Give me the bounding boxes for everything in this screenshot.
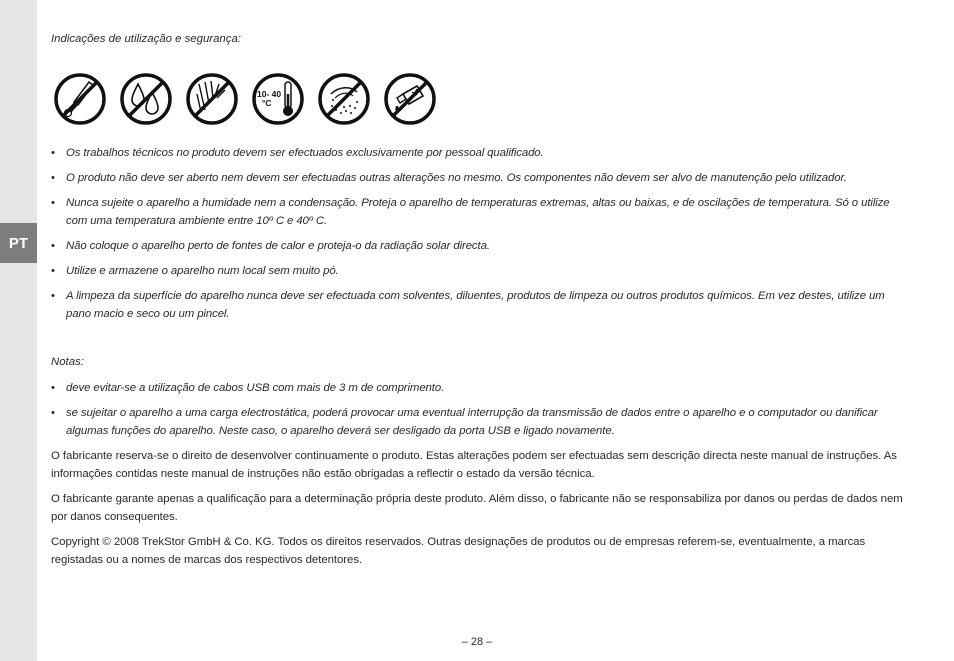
copyright-paragraph: Copyright © 2008 TrekStor GmbH & Co. KG. Todos os direitos reservados. Outras designações de produtos ou de empresas referem-se, eventualmente, a marcas registadas ou a nomes de marcas dos respectivos detentores. [51,536,866,566]
sidebar [0,0,37,661]
temperature-unit-label: °C [262,98,272,108]
safety-list [51,144,911,323]
safety-icons [53,72,911,126]
list-item: • Nunca sujeite o aparelho a humidade nem a condensação. Proteja o aparelho de temperaturas extremas, altas ou baixas, e de oscilações de temperatura. Só o utilize com uma temperatura ambiente entre 10º C e 40º C. [51,194,911,230]
notes-heading: Notas: [51,356,84,368]
list-item: • se sujeitar o aparelho a uma carga electrostática, poderá provocar uma eventual interrupção da transmissão de dados entre o aparelho e o computador ou danificar algumas funções do aparelho. Neste caso, o aparelho deverá ser desligado da porta USB e ligado novamente. [51,404,911,440]
temperature-range-label: 10- 40 [257,89,282,99]
language-tab: PT [0,223,37,263]
list-item: • deve evitar-se a utilização de cabos USB com mais de 3 m de comprimento. [51,379,911,397]
no-sunlight-icon [185,72,239,126]
list-item: • Utilize e armazene o aparelho num local sem muito pó. [51,262,911,280]
no-screwdriver-icon [53,72,107,126]
page-content [51,30,911,576]
list-item: • Os trabalhos técnicos no produto devem ser efectuados exclusivamente por pessoal qualificado. [51,144,911,162]
list-item: • A limpeza da superfície do aparelho nunca deve ser efectuada com solventes, diluentes, produtos de limpeza ou outros produtos químicos. Em vez destes, utilize um pano macio e seco ou um pincel. [51,287,911,323]
no-dust-icon [317,72,371,126]
safety-heading: Indicações de utilização e segurança: [51,33,241,45]
page-number: – 28 – [461,636,493,648]
no-chemicals-icon [383,72,437,126]
thermometer-icon [251,72,305,126]
no-water-icon [119,72,173,126]
paragraph: O fabricante reserva-se o direito de desenvolver continuamente o produto. Estas alterações podem ser efectuadas sem descrição directa neste manual de instruções. As informações contidas neste manual de instruções não estão obrigadas a reflectir o estado da versão técnica. [51,450,897,480]
list-item: • Não coloque o aparelho perto de fontes de calor e proteja-o da radiação solar directa. [51,237,911,255]
list-item: • O produto não deve ser aberto nem devem ser efectuadas outras alterações no mesmo. Os componentes não devem ser alvo de manutenção pelo utilizador. [51,169,911,187]
paragraph: O fabricante garante apenas a qualificação para a determinação própria deste produto. Além disso, o fabricante não se responsabiliza por danos ou perdas de dados nem por danos consequentes. [51,493,903,523]
notes-list [51,379,911,440]
